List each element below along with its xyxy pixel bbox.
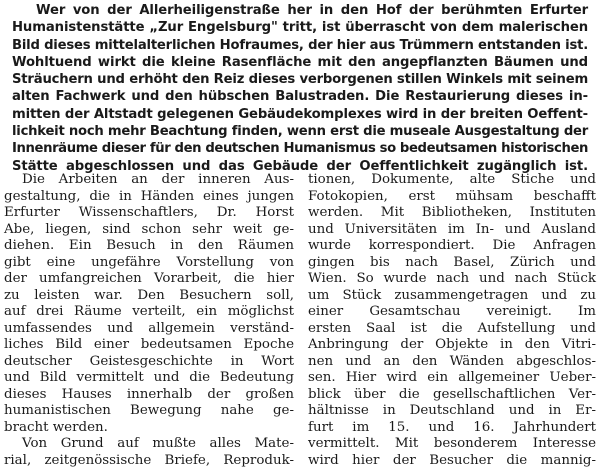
left-column-line: auf drei Räume verteilt, ein möglichst	[4, 304, 296, 321]
right-column-line: Wien. So wurde nach und nach Stück	[308, 271, 600, 288]
lead-line: Wohltuend wirkt die kleine Rasenfläche mit den angepflanzten Bäumen und	[12, 54, 592, 71]
left-column-line: humanistischen Bewegung nahe ge-	[4, 403, 296, 420]
right-column-line: sen. Hier wird ein allgemeiner Ueber-	[308, 370, 600, 387]
right-column-line: um Stück zusammengetragen und zu	[308, 288, 600, 305]
lead-line: Stätte abgeschlossen und das Gebäude der Oeffentlichkeit zugänglich ist.	[12, 158, 592, 175]
right-column-line: wird hier der Besucher die mannig-	[308, 453, 600, 469]
left-column-line: zu leisten war. Den Besuchern soll,	[4, 288, 296, 305]
right-column-line: tionen, Dokumente, alte Stiche und	[308, 172, 600, 189]
right-column-line: werden. Mit Bibliotheken, Instituten	[308, 205, 600, 222]
right-column-line: und Universitäten im In- und Ausland	[308, 222, 600, 239]
left-column	[4, 172, 296, 469]
right-column-line: Fotokopien, erst mühsam beschafft	[308, 189, 600, 206]
right-column-line: wurde korrespondiert. Die Anfragen	[308, 238, 600, 255]
left-column-line: dieses Hauses innerhalb der großen	[4, 387, 296, 404]
right-column-line: ersten Saal ist die Aufstellung und	[308, 321, 600, 338]
left-column-line: der umfangreichen Vorarbeit, die hier	[4, 271, 296, 288]
left-column-line: Von Grund auf mußte alles Mate-	[4, 436, 296, 453]
left-column-line: Abe, liegen, sind schon sehr weit ge-	[4, 222, 296, 239]
left-column-line: Die Arbeiten an der inneren Aus-	[4, 172, 296, 189]
left-column-line: Erfurter Wissenschaftlers, Dr. Horst	[4, 205, 296, 222]
left-column-line: liches Bild einer bedeutsamen Epoche	[4, 337, 296, 354]
right-column-line: nen und an den Wänden abgeschlos-	[308, 354, 600, 371]
lead-line: Humanistenstätte „Zur Engelsburg" tritt, ist überrascht von dem malerischen	[12, 19, 592, 36]
right-column-line: furt im 15. und 16. Jahrhundert	[308, 420, 600, 437]
left-column-line: bracht werden.	[4, 420, 296, 437]
right-column-line: vermittelt. Mit besonderem Interesse	[308, 436, 600, 453]
left-column-line: rial, zeitgenössische Briefe, Reproduk-	[4, 453, 296, 469]
left-column-line: gibt eine ungefähre Vorstellung von	[4, 255, 296, 272]
left-column-line: deutscher Geistesgeschichte in Wort	[4, 354, 296, 371]
lead-line: Wer von der Allerheiligenstraße her in den Hof der berühmten Erfurter	[12, 2, 592, 19]
right-column	[308, 172, 600, 469]
left-column-line: umfassendes und allgemein verständ-	[4, 321, 296, 338]
right-column-line: einer Gesamtschau vereinigt. Im	[308, 304, 600, 321]
lead-line: Innenräume dieser für den deutschen Humanismus so bedeutsamen historischen	[12, 140, 592, 157]
left-column-line: diehen. Ein Besuch in den Räumen	[4, 238, 296, 255]
right-column-line: gingen bis nach Basel, Zürich und	[308, 255, 600, 272]
left-column-line: gestaltung, die in Händen eines jungen	[4, 189, 296, 206]
lead-line: Sträuchern und erhöht den Reiz dieses verborgenen stillen Winkels mit seinem	[12, 71, 592, 88]
lead-line: alten Fachwerk und den hübschen Balustraden. Die Restaurierung dieses in-	[12, 88, 592, 105]
lead-line: Bild dieses mittelalterlichen Hofraumes, der hier aus Trümmern entstanden ist.	[12, 37, 592, 54]
left-column-line: und Bild vermittelt und die Bedeutung	[4, 370, 296, 387]
right-column-line: hältnisse in Deutschland und in Er-	[308, 403, 600, 420]
lead-line: mitten der Altstadt gelegenen Gebäudekomplexes wird in der breiten Oeffent-	[12, 106, 592, 123]
right-column-line: blick über die gesellschaftlichen Ver-	[308, 387, 600, 404]
right-column-line: Anbringung der Objekte in den Vitri-	[308, 337, 600, 354]
lead-line: lichkeit noch mehr Beachtung finden, wenn erst die museale Ausgestaltung der	[12, 123, 592, 140]
lead-paragraph	[12, 2, 592, 175]
